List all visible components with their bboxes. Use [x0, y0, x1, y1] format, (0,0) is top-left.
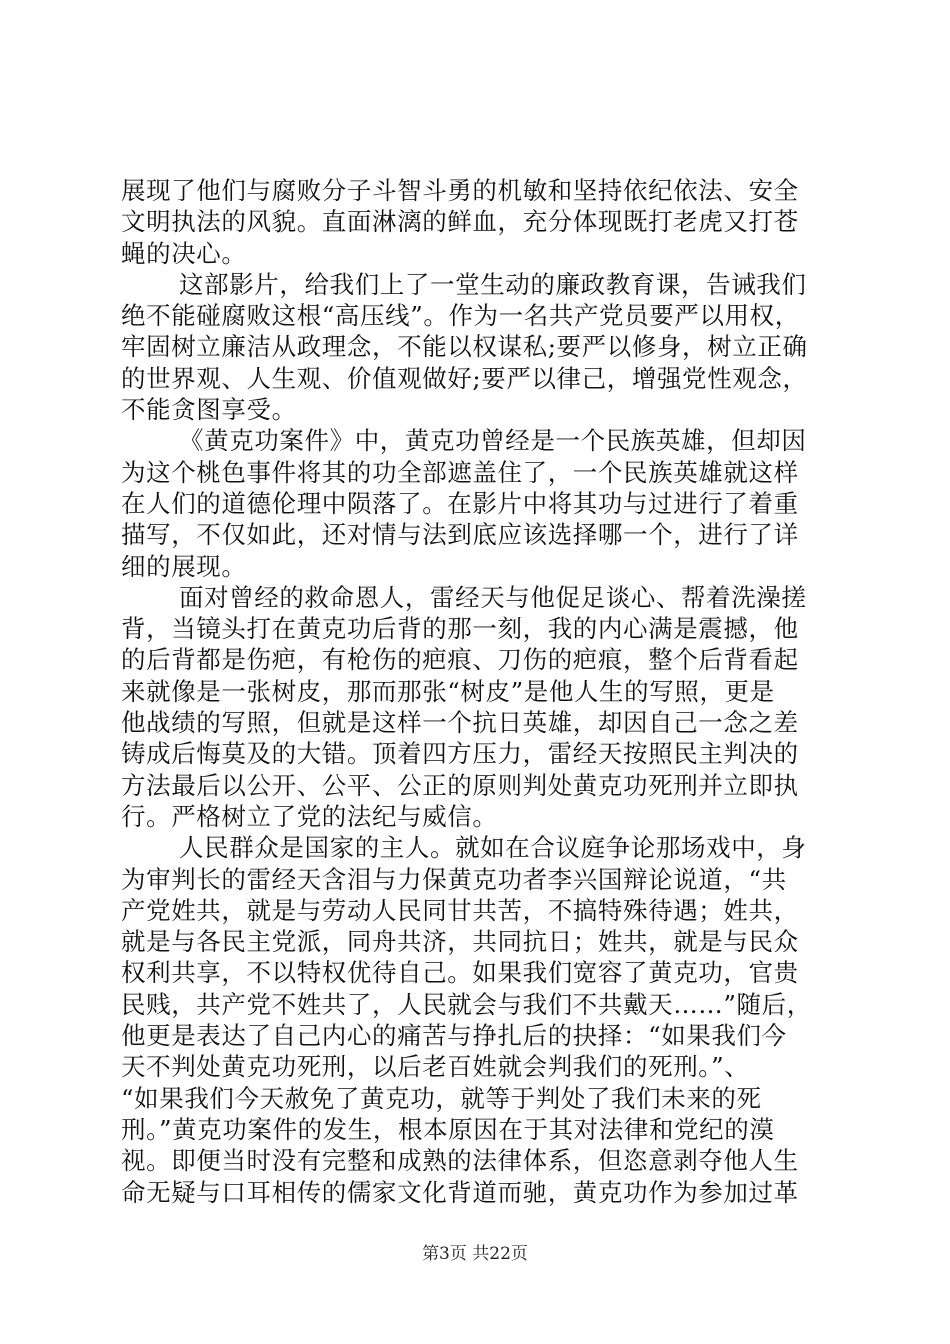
text-line: 视。即便当时没有完整和成熟的法律体系，但恣意剥夺他人生 — [121, 1146, 799, 1176]
text-line: 背，当镜头打在黄克功后背的那一刻，我的内心满是震撼，他 — [121, 614, 799, 644]
text-line: 绝不能碰腐败这根“高压线”。作为一名共产党员要严以用权， — [121, 301, 800, 331]
text-line: 命无疑与口耳相传的儒家文化背道而驰，黄克功作为参加过革 — [121, 1177, 799, 1207]
paragraph-first-line: 人民群众是国家的主人。就如在合议庭争论那场戏中，身 — [179, 833, 807, 863]
text-line: 权利共享，不以特权优待自己。如果我们宽容了黄克功，官贵 — [121, 958, 799, 988]
text-line: 描写，不仅如此，还对情与法到底应该选择哪一个，进行了详 — [121, 520, 799, 550]
text-line: 方法最后以公开、公平、公正的原则判处黄克功死刑并立即执 — [121, 770, 799, 800]
paragraph-first-line: 面对曾经的救命恩人，雷经天与他促足谈心、帮着洗澡搓 — [179, 582, 807, 612]
paragraph-first-line: 这部影片，给我们上了一堂生动的廉政教育课，告诫我们 — [179, 269, 807, 299]
text-line: 不能贪图享受。 — [121, 395, 297, 425]
text-line: 文明执法的风貌。直面淋漓的鲜血，充分体现既打老虎又打苍 — [121, 207, 799, 237]
text-line: 铸成后悔莫及的大错。顶着四方压力，雷经天按照民主判决的 — [121, 739, 799, 769]
text-line: 行。严格树立了党的法纪与威信。 — [121, 801, 498, 831]
text-line: 就是与各民主党派，同舟共济，共同抗日；姓共，就是与民众 — [121, 927, 799, 957]
paragraph-first-line: 《黄克功案件》中，黄克功曾经是一个民族英雄，但却因 — [179, 426, 807, 456]
text-line: 民贱，共产党不姓共了，人民就会与我们不共戴天……”随后， — [121, 989, 812, 1019]
text-line: “如果我们今天赦免了黄克功，就等于判处了我们未来的死 — [121, 1083, 762, 1113]
text-line: 的后背都是伤疤，有枪伤的疤痕、刀伤的疤痕，整个后背看起 — [121, 645, 799, 675]
text-line: 在人们的道德伦理中陨落了。在影片中将其功与过进行了着重 — [121, 488, 799, 518]
body-text — [121, 175, 831, 1208]
text-line: 牢固树立廉洁从政理念，不能以权谋私;要严以修身，树立正确 — [121, 332, 808, 362]
text-line: 的世界观、人生观、价值观做好;要严以律己，增强党性观念， — [121, 363, 808, 393]
text-line: 他战绩的写照，但就是这样一个抗日英雄，却因自己一念之差 — [121, 708, 799, 738]
page-number-footer: 第3页 共22页 — [422, 1244, 528, 1264]
text-line: 为审判长的雷经天含泪与力保黄克功者李兴国辩论说道，“共 — [121, 864, 787, 894]
text-line: 来就像是一张树皮，那而那张“树皮”是他人生的写照，更是 — [121, 676, 775, 706]
text-line: 为这个桃色事件将其的功全部遮盖住了，一个民族英雄就这样 — [121, 457, 799, 487]
text-line: 展现了他们与腐败分子斗智斗勇的机敏和坚持依纪依法、安全 — [121, 176, 799, 205]
text-line: 蝇的决心。 — [121, 238, 247, 268]
text-line: 天不判处黄克功死刑，以后老百姓就会判我们的死刑。”、 — [121, 1052, 750, 1082]
text-line: 他更是表达了自己内心的痛苦与挣扎后的抉择：“如果我们今 — [121, 1021, 787, 1051]
text-line: 产党姓共，就是与劳动人民同甘共苦，不搞特殊待遇；姓共， — [121, 895, 799, 925]
text-line: 刑。”黄克功案件的发生，根本原因在于其对法律和党纪的漠 — [121, 1114, 775, 1144]
text-line: 细的展现。 — [121, 551, 247, 581]
